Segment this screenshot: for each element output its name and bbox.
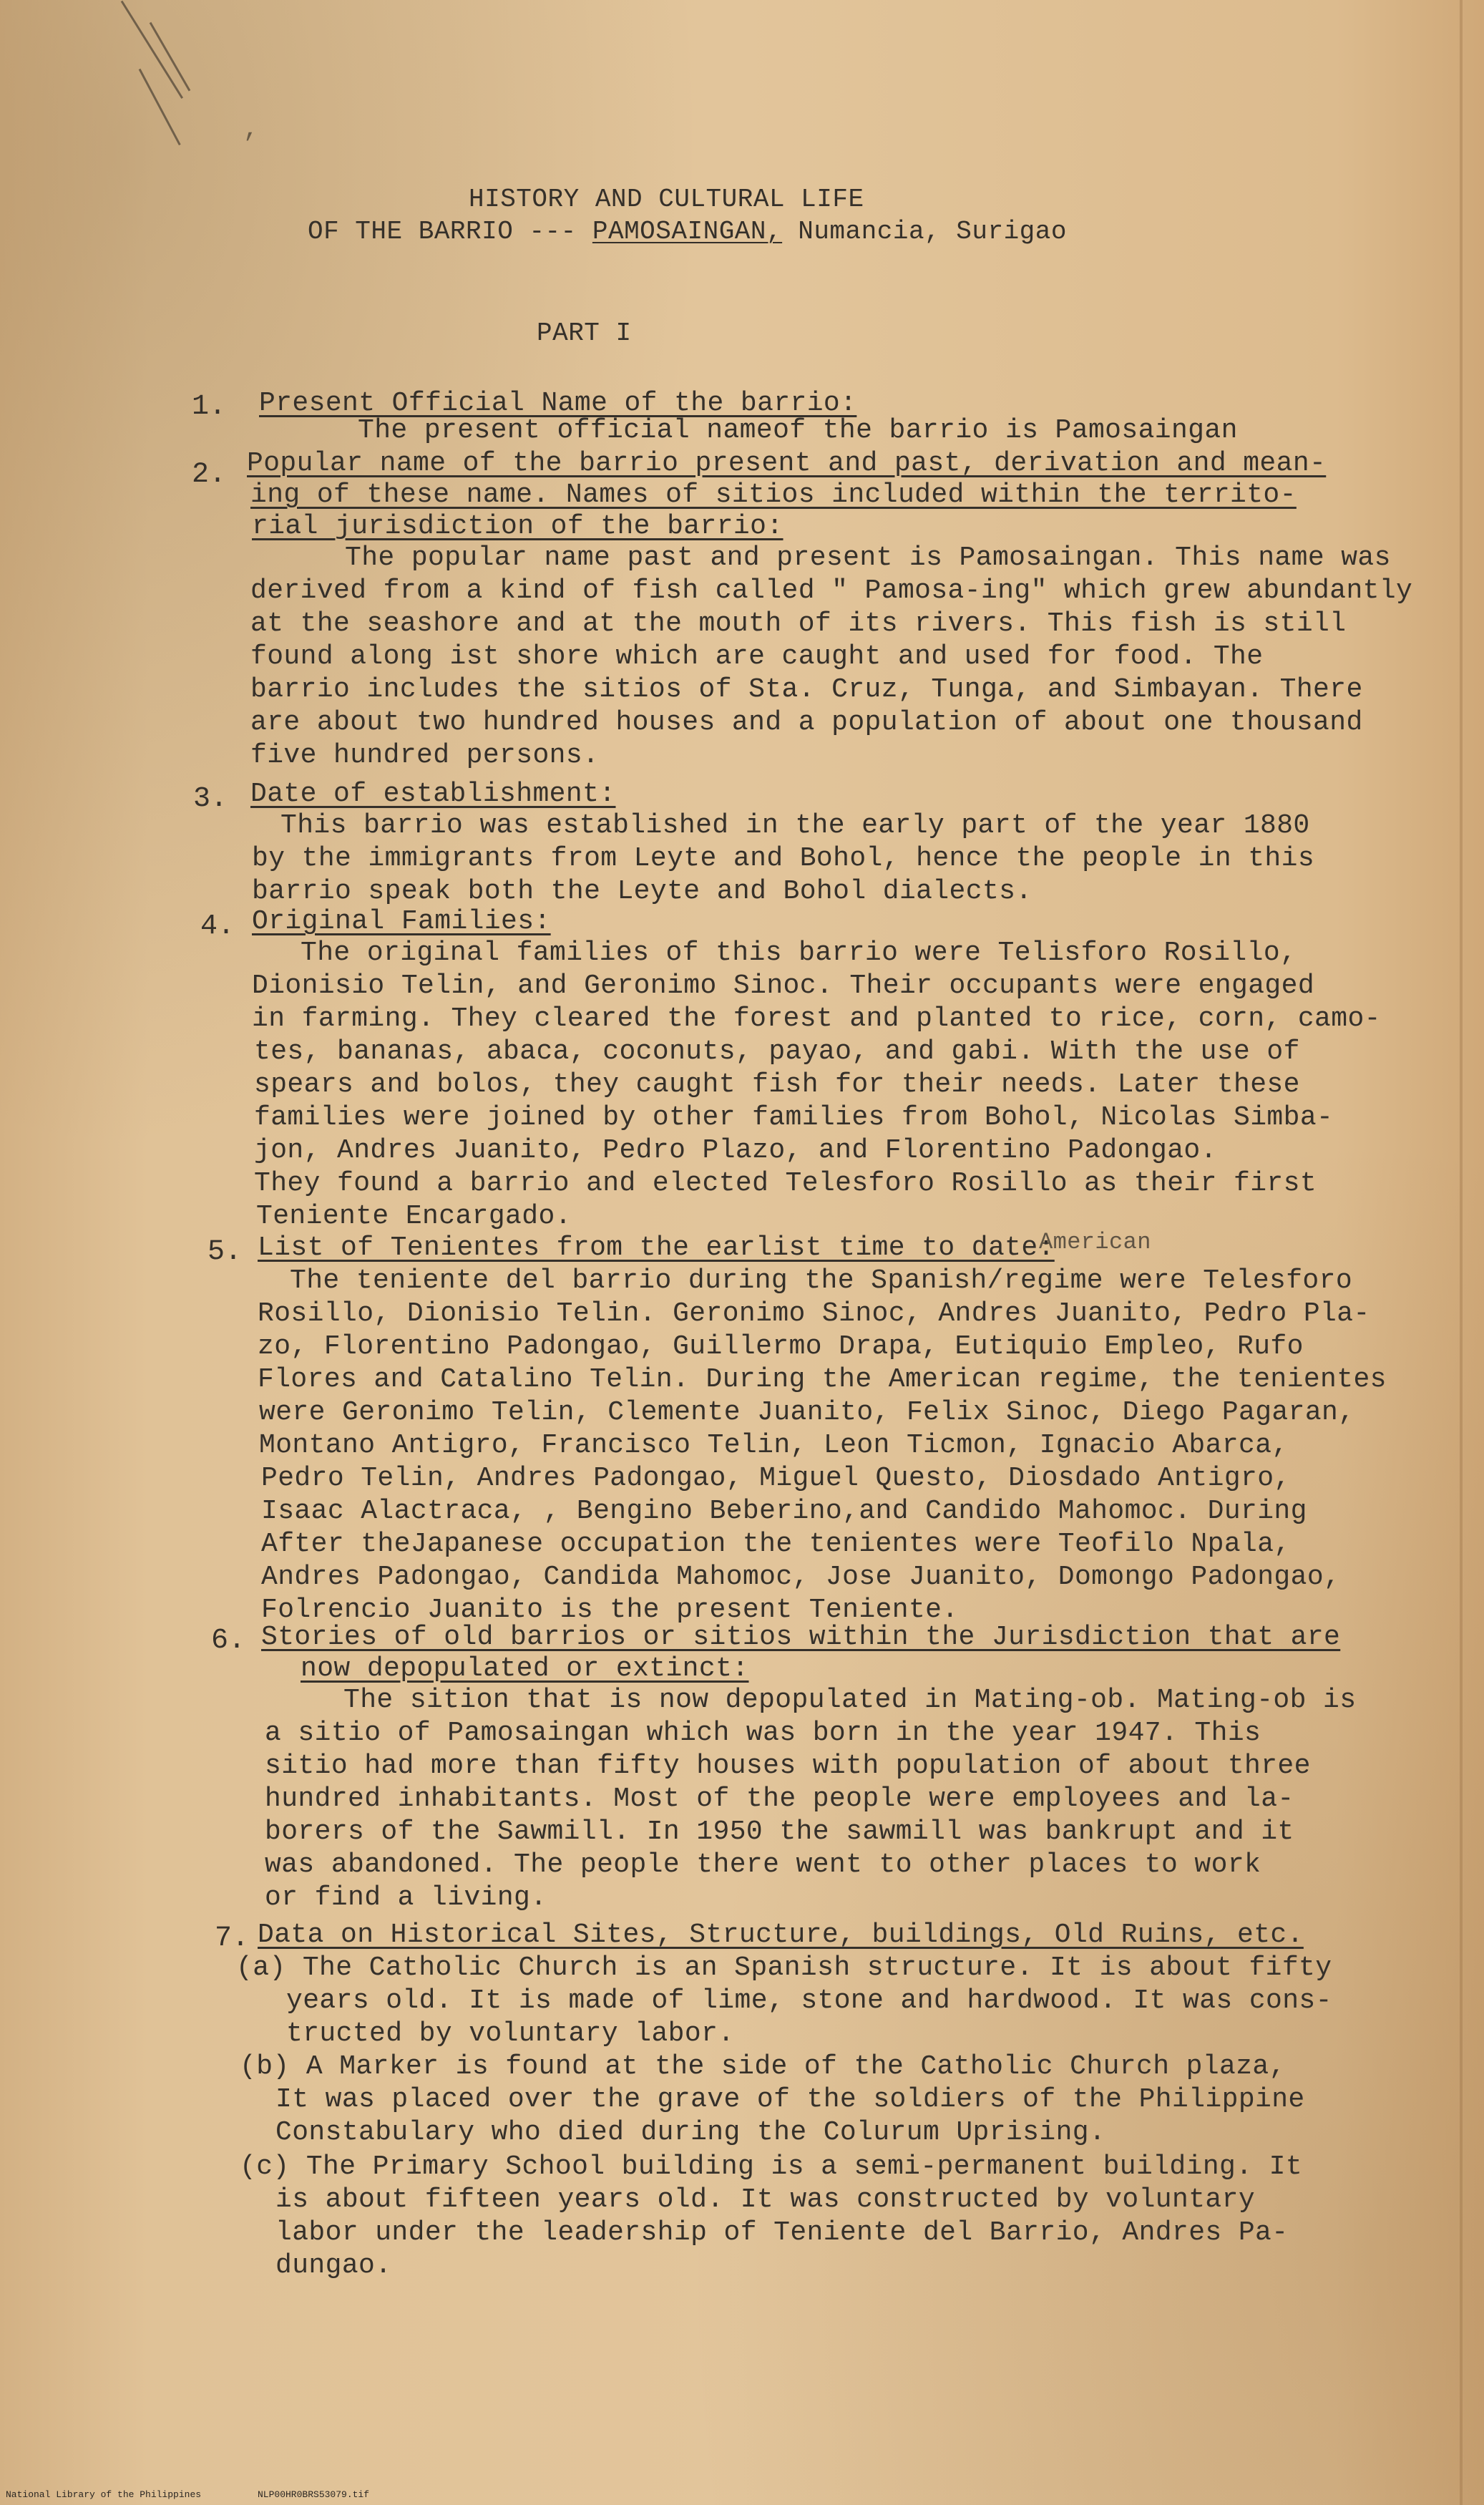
- body-line: borers of the Sawmill. In 1950 the sawmill was bankrupt and it: [265, 1816, 1294, 1847]
- body-line: tructed by voluntary labor.: [286, 2018, 735, 2049]
- handwritten-annotation: American: [1039, 1229, 1151, 1255]
- footer-source-label: National Library of the Philippines: [6, 2489, 202, 2500]
- section-number: 2.: [192, 459, 227, 491]
- section-heading: Date of establishment:: [250, 779, 616, 809]
- body-line: The original families of this barrio were Telisforo Rosillo,: [301, 938, 1297, 968]
- section-number: 6.: [211, 1625, 246, 1657]
- body-line: Montano Antigro, Francisco Telin, Leon Ticmon, Ignacio Abarca,: [259, 1430, 1289, 1461]
- section-number: 4.: [200, 910, 235, 943]
- body-line: (b) A Marker is found at the side of the Catholic Church plaza,: [240, 2051, 1286, 2082]
- section-heading: Original Families:: [252, 906, 551, 937]
- body-line: Flores and Catalino Telin. During the American regime, the tenientes: [258, 1364, 1387, 1395]
- section-heading: Popular name of the barrio present and past, derivation and mean-: [247, 448, 1327, 479]
- body-line: were Geronimo Telin, Clemente Juanito, Felix Sinoc, Diego Pagaran,: [259, 1397, 1355, 1428]
- body-line: by the immigrants from Leyte and Bohol, hence the people in this: [252, 843, 1315, 874]
- section-heading: ing of these name. Names of sitios included within the territo-: [250, 480, 1297, 510]
- body-line: families were joined by other families from Bohol, Nicolas Simba-: [254, 1102, 1334, 1133]
- corner-tick-mark: ,: [243, 115, 259, 144]
- body-line: zo, Florentino Padongao, Guillermo Drapa, Eutiquio Empleo, Rufo: [258, 1331, 1304, 1362]
- title-prefix: OF THE BARRIO ---: [308, 217, 592, 246]
- body-line: Isaac Alactraca, , Bengino Beberino,and Candido Mahomoc. During: [261, 1496, 1307, 1527]
- body-line: is about fifteen years old. It was constructed by voluntary: [275, 2184, 1256, 2215]
- body-line: Constabulary who died during the Colurum Uprising.: [275, 2117, 1106, 2148]
- body-line: dungao.: [275, 2250, 392, 2281]
- body-line: sitio had more than fifty houses with population of about three: [265, 1751, 1311, 1781]
- body-line: The teniente del barrio during the Spanish/regime were Telesforo: [290, 1265, 1353, 1296]
- section-number: 7.: [215, 1922, 250, 1955]
- body-line: tes, bananas, abaca, coconuts, payao, and gabi. With the use of: [254, 1036, 1300, 1067]
- body-line: They found a barrio and elected Telesforo Rosillo as their first: [254, 1168, 1317, 1199]
- body-line: Rosillo, Dionisio Telin. Geronimo Sinoc, Andres Juanito, Pedro Pla-: [258, 1298, 1370, 1329]
- part-heading: PART I: [537, 318, 632, 348]
- section-number: 1.: [192, 391, 227, 423]
- footer-file-label: NLP00HR0BRS53079.tif: [258, 2489, 370, 2500]
- body-line: Pedro Telin, Andres Padongao, Miguel Questo, Diosdado Antigro,: [261, 1463, 1291, 1494]
- title-line-1: HISTORY AND CULTURAL LIFE: [469, 185, 864, 214]
- section-heading: now depopulated or extinct:: [301, 1653, 749, 1684]
- section-number: 3.: [193, 783, 228, 815]
- body-line: are about two hundred houses and a population of about one thousand: [250, 707, 1363, 738]
- body-line: labor under the leadership of Teniente del Barrio, Andres Pa-: [275, 2217, 1289, 2248]
- body-line: Andres Padongao, Candida Mahomoc, Jose Juanito, Domongo Padongao,: [261, 1562, 1341, 1592]
- body-line: derived from a kind of fish called " Pamosa-ing" which grew abundantly: [250, 575, 1413, 606]
- body-line: It was placed over the grave of the soldiers of the Philippine: [275, 2084, 1305, 2115]
- body-line: (c) The Primary School building is a semi-permanent building. It: [240, 2151, 1303, 2182]
- body-line: barrio includes the sitios of Sta. Cruz, Tunga, and Simbayan. There: [250, 674, 1363, 705]
- section-heading: List of Tenientes from the earlist time to date:: [258, 1232, 1055, 1263]
- section-heading: Data on Historical Sites, Structure, buildings, Old Ruins, etc.: [258, 1920, 1304, 1950]
- body-line: was abandoned. The people there went to other places to work: [265, 1849, 1261, 1880]
- title-suffix: Numancia, Surigao: [782, 217, 1067, 246]
- barrio-name: PAMOSAINGAN,: [592, 217, 783, 246]
- body-line: a sitio of Pamosaingan which was born in the year 1947. This: [265, 1718, 1261, 1748]
- body-line: or find a living.: [265, 1882, 547, 1913]
- page-fold-shadow: [1460, 0, 1463, 2505]
- body-line: years old. It is made of lime, stone and hardwood. It was cons-: [286, 1985, 1332, 2016]
- body-line: Dionisio Telin, and Geronimo Sinoc. Their occupants were engaged: [252, 971, 1315, 1001]
- body-line: This barrio was established in the early part of the year 1880: [280, 810, 1310, 841]
- body-line: The popular name past and present is Pamosaingan. This name was: [345, 543, 1391, 573]
- body-line: spears and bolos, they caught fish for their needs. Later these: [254, 1069, 1300, 1100]
- body-line: jon, Andres Juanito, Pedro Plazo, and Florentino Padongao.: [254, 1135, 1217, 1166]
- body-line: The present official nameof the barrio is Pamosaingan: [358, 415, 1238, 446]
- body-line: (a) The Catholic Church is an Spanish structure. It is about fifty: [236, 1952, 1332, 1983]
- corner-scratch-mark: [121, 1, 183, 99]
- body-line: at the seashore and at the mouth of its rivers. This fish is still: [250, 608, 1347, 639]
- body-line: found along ist shore which are caught and used for food. The: [250, 641, 1264, 672]
- section-heading: rial jurisdiction of the barrio:: [252, 511, 784, 542]
- corner-scratch-mark: [139, 69, 181, 145]
- section-heading: Present Official Name of the barrio:: [259, 388, 857, 419]
- body-line: hundred inhabitants. Most of the people were employees and la-: [265, 1784, 1294, 1814]
- body-line: Folrencio Juanito is the present Teniente.: [261, 1595, 959, 1625]
- body-line: barrio speak both the Leyte and Bohol dialects.: [252, 876, 1033, 907]
- section-number: 5.: [208, 1236, 243, 1268]
- section-heading: Stories of old barrios or sitios within the Jurisdiction that are: [261, 1622, 1341, 1653]
- body-line: The sition that is now depopulated in Mating-ob. Mating-ob is: [343, 1685, 1357, 1716]
- body-line: Teniente Encargado.: [256, 1201, 572, 1232]
- body-line: five hundred persons.: [250, 740, 600, 771]
- title-line-2: [308, 217, 1067, 246]
- body-line: in farming. They cleared the forest and planted to rice, corn, camo-: [252, 1003, 1381, 1034]
- body-line: After theJapanese occupation the tenientes were Teofilo Npala,: [261, 1529, 1291, 1560]
